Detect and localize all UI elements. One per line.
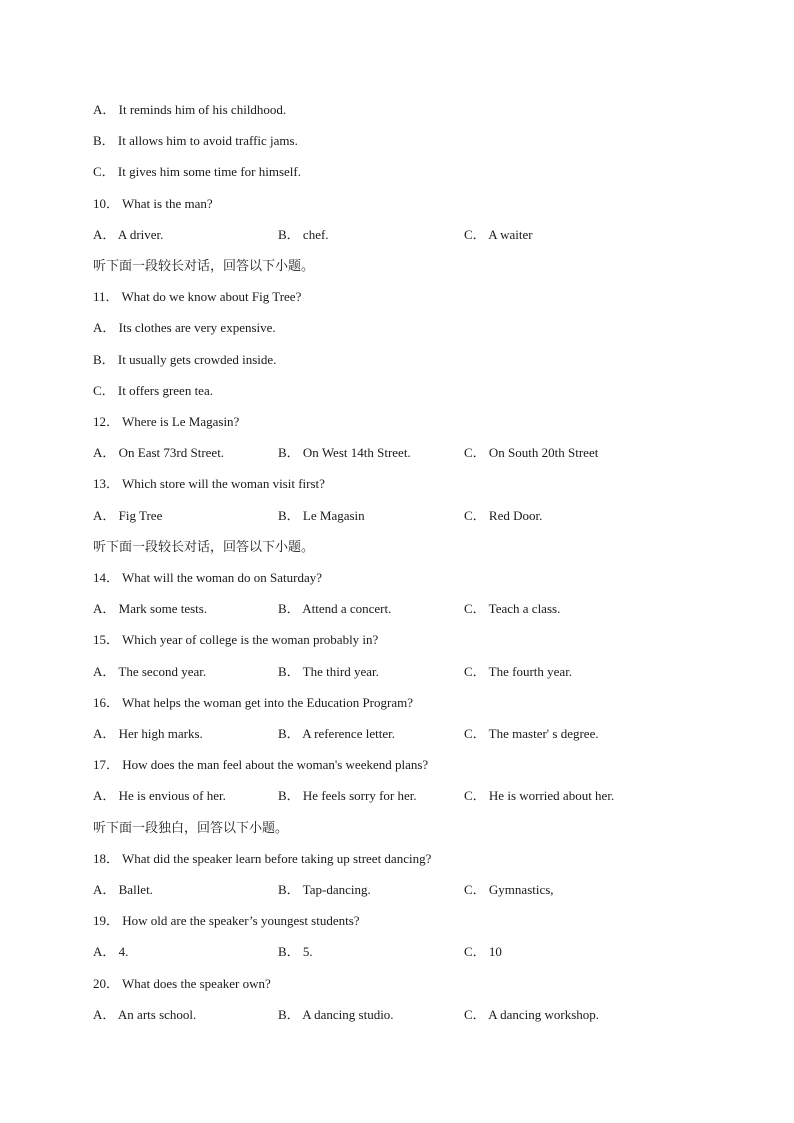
option-text: B． It usually gets crowded inside.	[93, 352, 277, 367]
answer-option	[93, 318, 276, 338]
option-b: B． Tap-dancing.	[278, 882, 371, 897]
answer-option	[93, 100, 286, 120]
answer-option	[93, 131, 298, 151]
option-text: A． Its clothes are very expensive.	[93, 320, 276, 335]
question-text: 15． Which year of college is the woman probably in?	[93, 632, 379, 647]
option-b: B． Attend a concert.	[278, 601, 392, 616]
section-instruction	[93, 537, 314, 557]
question	[93, 194, 213, 214]
option-c: C． Gymnastics,	[464, 882, 554, 897]
option-c: C． On South 20th Street	[464, 445, 599, 460]
option-a: A． An arts school.	[93, 1007, 197, 1022]
question-text: 19． How old are the speaker’s youngest students?	[93, 913, 360, 928]
option-c: C． A waiter	[464, 227, 533, 242]
question	[93, 287, 301, 307]
section-instruction	[93, 256, 314, 276]
option-a: A． Mark some tests.	[93, 601, 208, 616]
option-c: C． Teach a class.	[464, 601, 561, 616]
question-text: 16． What helps the woman get into the Education Program?	[93, 695, 413, 710]
question-text: 18． What did the speaker learn before taking up street dancing?	[93, 851, 432, 866]
question	[93, 568, 322, 588]
option-c: C． The fourth year.	[464, 664, 573, 679]
question-text: 17． How does the man feel about the woman's weekend plans?	[93, 757, 429, 772]
question	[93, 630, 378, 650]
option-c: C． The master' s degree.	[464, 726, 599, 741]
option-c: C． He is worried about her.	[464, 788, 615, 803]
option-b: B． 5.	[278, 944, 313, 959]
answer-option	[93, 162, 301, 182]
option-c: C． 10	[464, 944, 502, 959]
option-a: A． A driver.	[93, 227, 164, 242]
section-instruction	[93, 818, 288, 838]
question-text: 13． Which store will the woman visit first?	[93, 476, 325, 491]
option-a: A． He is envious of her.	[93, 788, 226, 803]
question	[93, 693, 413, 713]
option-a: A． The second year.	[93, 664, 207, 679]
option-b: B． Le Magasin	[278, 508, 365, 523]
question	[93, 412, 239, 432]
question-text: 20． What does the speaker own?	[93, 976, 271, 991]
option-text: A． It reminds him of his childhood.	[93, 102, 287, 117]
option-text: B． It allows him to avoid traffic jams.	[93, 133, 298, 148]
question	[93, 911, 360, 931]
option-text: C． It gives him some time for himself.	[93, 164, 301, 179]
question	[93, 474, 325, 494]
option-b: B． chef.	[278, 227, 329, 242]
question-text: 10． What is the man?	[93, 196, 213, 211]
option-b: B． On West 14th Street.	[278, 445, 411, 460]
question-text: 14． What will the woman do on Saturday?	[93, 570, 323, 585]
section-instruction-text: 听下面一段较长对话，回答以下小题。	[93, 259, 315, 274]
question	[93, 974, 271, 994]
option-a: A． Fig Tree	[93, 508, 163, 523]
section-instruction-text: 听下面一段独白，回答以下小题。	[93, 821, 289, 836]
question	[93, 849, 431, 869]
question-text: 12． Where is Le Magasin?	[93, 414, 240, 429]
option-a: A． 4.	[93, 944, 129, 959]
section-instruction-text: 听下面一段较长对话，回答以下小题。	[93, 540, 315, 555]
option-text: C． It offers green tea.	[93, 383, 213, 398]
option-b: B． A dancing studio.	[278, 1007, 394, 1022]
answer-option	[93, 350, 276, 370]
option-a: A． On East 73rd Street.	[93, 445, 225, 460]
option-b: B． The third year.	[278, 664, 379, 679]
option-c: C． A dancing workshop.	[464, 1007, 600, 1022]
option-a: A． Her high marks.	[93, 726, 203, 741]
question	[93, 755, 428, 775]
option-c: C． Red Door.	[464, 508, 543, 523]
question-text: 11． What do we know about Fig Tree?	[93, 289, 302, 304]
option-a: A． Ballet.	[93, 882, 153, 897]
answer-option	[93, 381, 213, 401]
option-b: B． A reference letter.	[278, 726, 395, 741]
option-b: B． He feels sorry for her.	[278, 788, 417, 803]
